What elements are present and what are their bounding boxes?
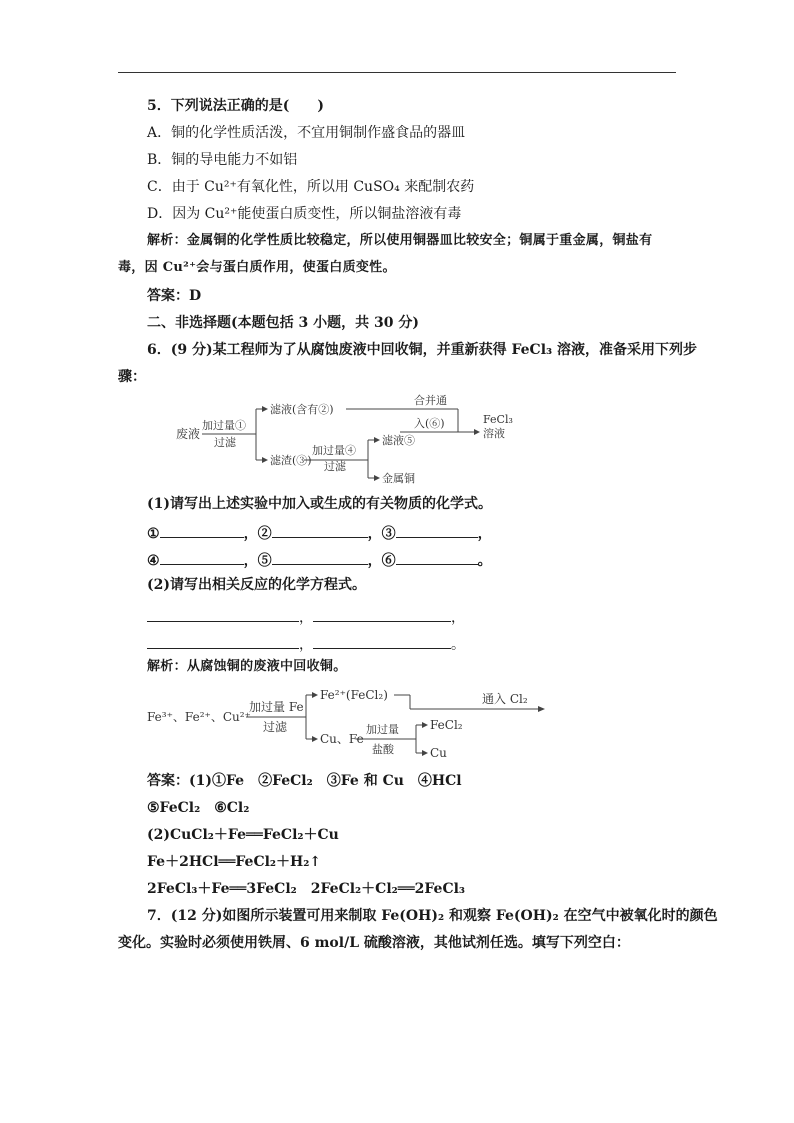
flow-copper: 金属铜 [382,472,415,485]
flow-filtrate-top: 滤液(含有②) [270,403,334,416]
q7-stem-line1: 7．(12 分)如图所示装置可用来制取 Fe(OH)₂ 和观察 Fe(OH)₂ 在空气中被氧化时的颜色 [147,908,718,924]
equation-blank-2[interactable] [313,605,451,622]
flow-product-1: FeCl₃ [483,413,513,426]
flow-step1-top: 加过量① [202,419,246,432]
scheme-filter1: 过滤 [263,720,288,734]
q6-stem-line2: 骤： [118,369,146,385]
q5-explanation-line1: 解析：金属铜的化学性质比较稳定，所以使用铜器皿比较安全；铜属于重金属，铜盐有 [147,233,653,248]
answer-blank-1[interactable] [160,521,244,538]
flow-filtrate5: 滤液⑤ [382,434,415,447]
answer-blank-2[interactable] [272,521,368,538]
blank-label-6: ⑥ [381,553,396,569]
answer-blank-6[interactable] [396,548,478,565]
equation-blank-1[interactable] [147,605,299,622]
flow-product-2: 溶液 [483,427,505,440]
flow-step1-bottom: 过滤 [214,436,236,449]
equation-blank-3[interactable] [147,632,299,649]
q5-answer: 答案：D [147,288,202,304]
q6-equation-1: (2)CuCl₂＋Fe══FeCl₂＋Cu [147,827,339,843]
q6-reaction-scheme [146,683,546,763]
q6-part1: (1)请写出上述实验中加入或生成的有关物质的化学式。 [147,496,492,512]
flow-combine-2: 入(⑥) [414,417,445,430]
scheme-lower: Cu、Fe [320,732,364,746]
q5-option-a: A．铜的化学性质活泼，不宜用铜制作盛食品的器皿 [147,125,466,141]
q5-option-b: B．铜的导电能力不如铝 [147,152,298,168]
scheme-reagent1: 加过量 Fe [249,700,304,714]
q6-blank-row2: ④ ，⑤ ，⑥ 。 [147,548,492,571]
header-rule [118,72,676,73]
q6-explanation-intro: 解析：从腐蚀铜的废液中回收铜。 [147,659,347,674]
answer-blank-4[interactable] [160,548,244,565]
flow-step4-bottom: 过滤 [324,460,346,473]
blank-label-3: ③ [381,526,396,542]
scheme-ions: Fe³⁺、Fe²⁺、Cu²⁺ [147,710,251,724]
answer-blank-5[interactable] [272,548,368,565]
q6-blank-row1: ① ，② ，③ ， [147,521,492,544]
scheme-cu: Cu [430,746,447,760]
flow-combine-1: 合并通 [414,394,447,407]
q5-option-c: C．由于 Cu²⁺有氧化性，所以用 CuSO₄ 来配制农药 [147,179,475,195]
blank-label-2: ② [257,526,272,542]
scheme-cl2: 通入 Cl₂ [482,692,528,706]
q6-stem-line1: 6．(9 分)某工程师为了从腐蚀废液中回收铜，并重新获得 FeCl₃ 溶液，准备采用下列步 [147,342,698,358]
scheme-fecl2: FeCl₂ [430,718,463,732]
q6-equation-2: Fe＋2HCl══FeCl₂＋H₂↑ [147,854,322,870]
flow-step4-top: 加过量④ [312,444,356,457]
q5-explanation-line2: 毒，因 Cu²⁺会与蛋白质作用，使蛋白质变性。 [118,260,396,275]
q6-equation-blanks-row1: ， ， [147,605,465,628]
q7-stem-line2: 变化。实验时必须使用铁屑、6 mol/L 硫酸溶液，其他试剂任选。填写下列空白： [118,935,630,951]
blank-label-5: ⑤ [257,553,272,569]
blank-label-1: ① [147,526,160,542]
q5-option-d: D．因为 Cu²⁺能使蛋白质变性，所以铜盐溶液有毒 [147,206,462,222]
q6-answer-line2: ⑤FeCl₂ ⑥Cl₂ [147,800,250,816]
q5-stem: 5．下列说法正确的是( ) [147,98,324,114]
scheme-acid: 盐酸 [372,743,394,756]
flow-residue: 滤渣(③) [270,454,312,467]
scheme-reagent2: 加过量 [366,723,399,736]
q6-equation-3: 2FeCl₃＋Fe══3FeCl₂ 2FeCl₂＋Cl₂══2FeCl₃ [147,881,466,897]
section-heading: 二、非选择题(本题包括 3 小题，共 30 分) [147,315,419,331]
q6-part2: (2)请写出相关反应的化学方程式。 [147,577,366,593]
equation-blank-4[interactable] [313,632,451,649]
scheme-upper: Fe²⁺(FeCl₂) [320,688,388,702]
q6-answer-line1: 答案：(1)①Fe ②FeCl₂ ③Fe 和 Cu ④HCl [147,773,462,789]
q6-flow-diagram [170,390,513,490]
blank-label-4: ④ [147,553,160,569]
answer-blank-3[interactable] [396,521,478,538]
flow-waste: 废液 [176,427,201,441]
q6-equation-blanks-row2: ， 。 [147,632,465,655]
